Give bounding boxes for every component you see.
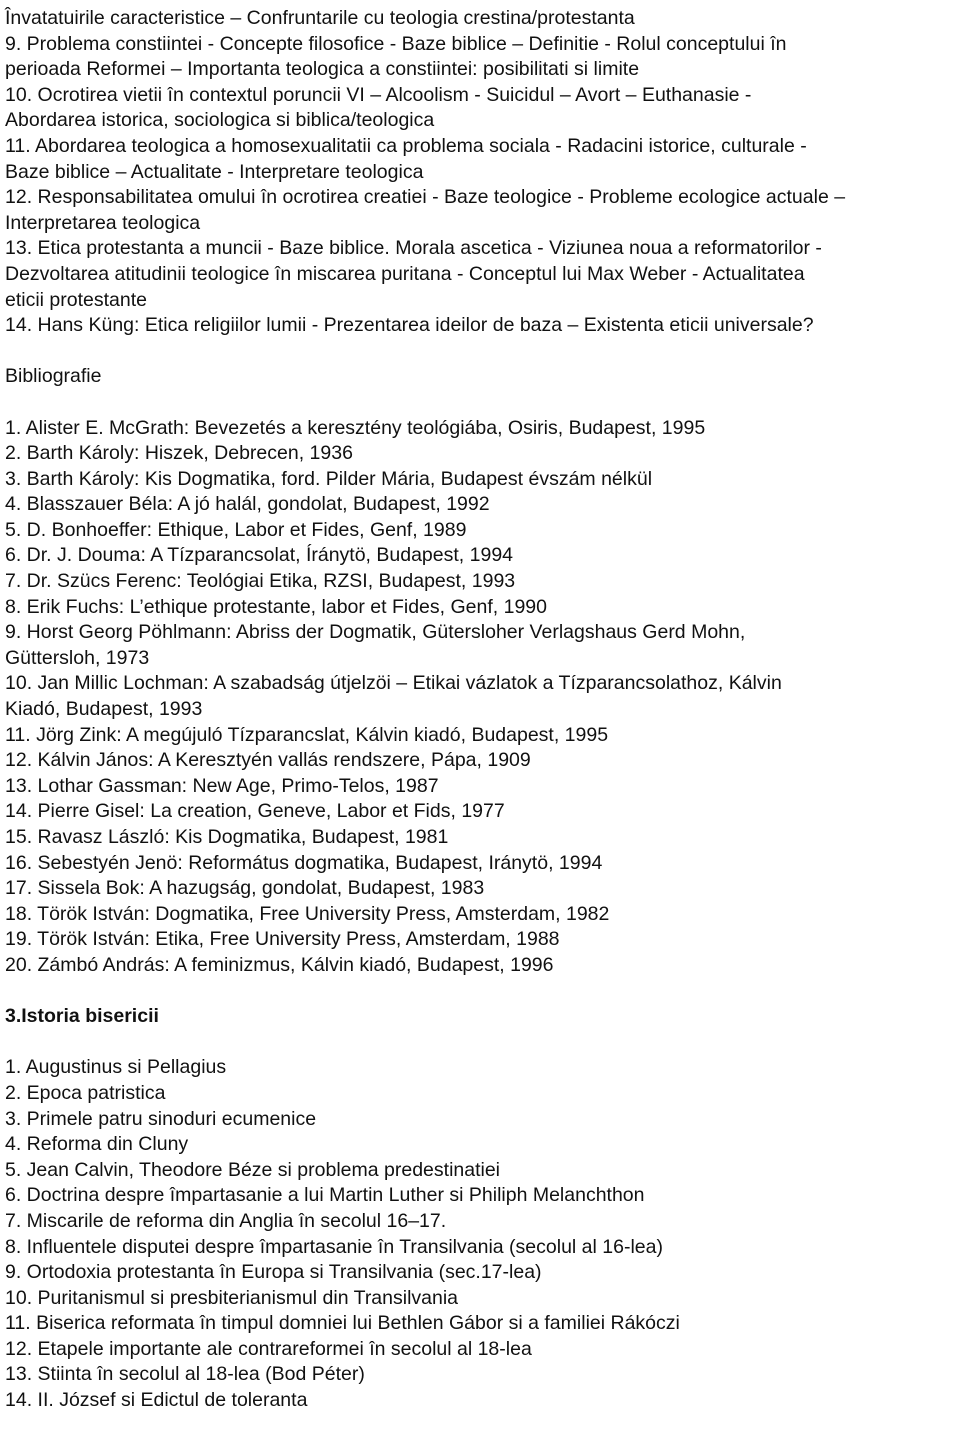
topic-line: 12. Responsabilitatea omului în ocrotirea creatiei - Baze teologice - Probleme ecologice actuale – [5,186,846,209]
section-item: 1. Augustinus si Pellagius [5,1056,227,1079]
bibliography-item: 2. Barth Károly: Hiszek, Debrecen, 1936 [5,442,353,465]
section-item: 3. Primele patru sinoduri ecumenice [5,1107,317,1130]
topics-list [5,6,957,339]
section-item: 2. Epoca patristica [5,1081,166,1104]
section-item: 9. Ortodoxia protestanta în Europa si Transilvania (sec.17-lea) [5,1261,542,1284]
bibliography-item: Kiadó, Budapest, 1993 [5,698,203,721]
bibliography-item: 3. Barth Károly: Kis Dogmatika, ford. Pilder Mária, Budapest évszám nélkül [5,467,653,490]
bibliography-item: 10. Jan Millic Lochman: A szabadság útjelzöi – Etikai vázlatok a Tízparancsolathoz, Kálvin [5,672,782,695]
bibliography-item: 14. Pierre Gisel: La creation, Geneve, Labor et Fids, 1977 [5,800,505,823]
topic-line: Interpretarea teologica [5,211,201,234]
section-item: 13. Stiinta în secolul al 18-lea (Bod Péter) [5,1363,365,1386]
topic-line: perioada Reformei – Importanta teologica a constiintei: posibilitati si limite [5,58,640,81]
bibliography-item: 17. Sissela Bok: A hazugság, gondolat, Budapest, 1983 [5,877,485,900]
section-item: 5. Jean Calvin, Theodore Béze si problema predestinatiei [5,1158,501,1181]
section-item: 4. Reforma din Cluny [5,1133,189,1156]
bibliography-item: 5. D. Bonhoeffer: Ethique, Labor et Fides, Genf, 1989 [5,518,467,541]
bibliography-item: 8. Erik Fuchs: L’ethique protestante, labor et Fides, Genf, 1990 [5,595,547,618]
bibliography-heading: Bibliografie [5,365,102,388]
bibliography-item: 15. Ravasz László: Kis Dogmatika, Budapest, 1981 [5,826,449,848]
topic-line: 13. Etica protestanta a muncii - Baze biblice. Morala ascetica - Viziunea noua a reformatorilor - [5,237,822,260]
topic-line: Învatatuirile caracteristice – Confruntarile cu teologia crestina/protestanta [5,7,635,29]
topic-line: Dezvoltarea atitudinii teologice în miscarea puritana - Conceptul lui Max Weber - Actualitatea [5,262,805,285]
topic-line: 11. Abordarea teologica a homosexualitatii ca problema sociala - Radacini istorice, culturale - [5,134,807,157]
section-list [5,1055,957,1413]
section-item: 8. Influentele disputei despre împartasanie în Transilvania (secolul al 16-lea) [5,1235,663,1258]
topic-line: Baze biblice – Actualitate - Interpretare teologica [5,160,424,183]
section-item: 11. Biserica reformata în timpul domniei lui Bethlen Gábor si a familiei Rákóczi [5,1312,680,1335]
section-item: 14. II. József si Edictul de toleranta [5,1389,308,1412]
bibliography-item: 4. Blasszauer Béla: A jó halál, gondolat, Budapest, 1992 [5,493,490,516]
topic-line: Abordarea istorica, sociologica si biblica/teologica [5,109,435,132]
section-item: 12. Etapele importante ale contrareformei în secolul al 18-lea [5,1337,532,1360]
document-page [5,6,957,1414]
bibliography-item: 7. Dr. Szücs Ferenc: Teológiai Etika, RZSI, Budapest, 1993 [5,570,516,593]
topic-line: eticii protestante [5,288,147,311]
bibliography-item: 18. Török István: Dogmatika, Free University Press, Amsterdam, 1982 [5,902,610,925]
bibliography-item: 20. Zámbó András: A feminizmus, Kálvin kiadó, Budapest, 1996 [5,953,554,976]
topic-line: 9. Problema constiintei - Concepte filosofice - Baze biblice – Definitie - Rolul conceptului în [5,32,787,55]
topic-line: 10. Ocrotirea vietii în contextul poruncii VI – Alcoolism - Suicidul – Avort – Euthanasie - [5,83,752,106]
bibliography-item: 6. Dr. J. Douma: A Tízparancsolat, Íránytö, Budapest, 1994 [5,544,514,567]
bibliography-item: 1. Alister E. McGrath: Bevezetés a keresztény teológiába, Osiris, Budapest, 1995 [5,416,706,439]
section-item: 7. Miscarile de reforma din Anglia în secolul 16–17. [5,1209,447,1232]
section-item: 6. Doctrina despre împartasanie a lui Martin Luther si Philiph Melanchthon [5,1184,645,1207]
bibliography-list [5,416,957,979]
bibliography-item: 12. Kálvin János: A Keresztyén vallás rendszere, Pápa, 1909 [5,749,531,772]
bibliography-item: 9. Horst Georg Pöhlmann: Abriss der Dogmatik, Gütersloher Verlagshaus Gerd Mohn, [5,621,746,644]
bibliography-item: 19. Török István: Etika, Free University Press, Amsterdam, 1988 [5,928,560,951]
bibliography-item: Güttersloh, 1973 [5,646,150,669]
bibliography-item: 11. Jörg Zink: A megújuló Tízparancslat, Kálvin kiadó, Budapest, 1995 [5,723,609,746]
section-heading: 3.Istoria bisericii [5,1005,159,1028]
bibliography-item: 16. Sebestyén Jenö: Református dogmatika, Budapest, Iránytö, 1994 [5,851,603,874]
section-item: 10. Puritanismul si presbiterianismul din Transilvania [5,1286,459,1309]
bibliography-item: 13. Lothar Gassman: New Age, Primo-Telos, 1987 [5,774,439,797]
topic-line: 14. Hans Küng: Etica religiilor lumii - Prezentarea ideilor de baza – Existenta eticii universale? [5,314,814,337]
